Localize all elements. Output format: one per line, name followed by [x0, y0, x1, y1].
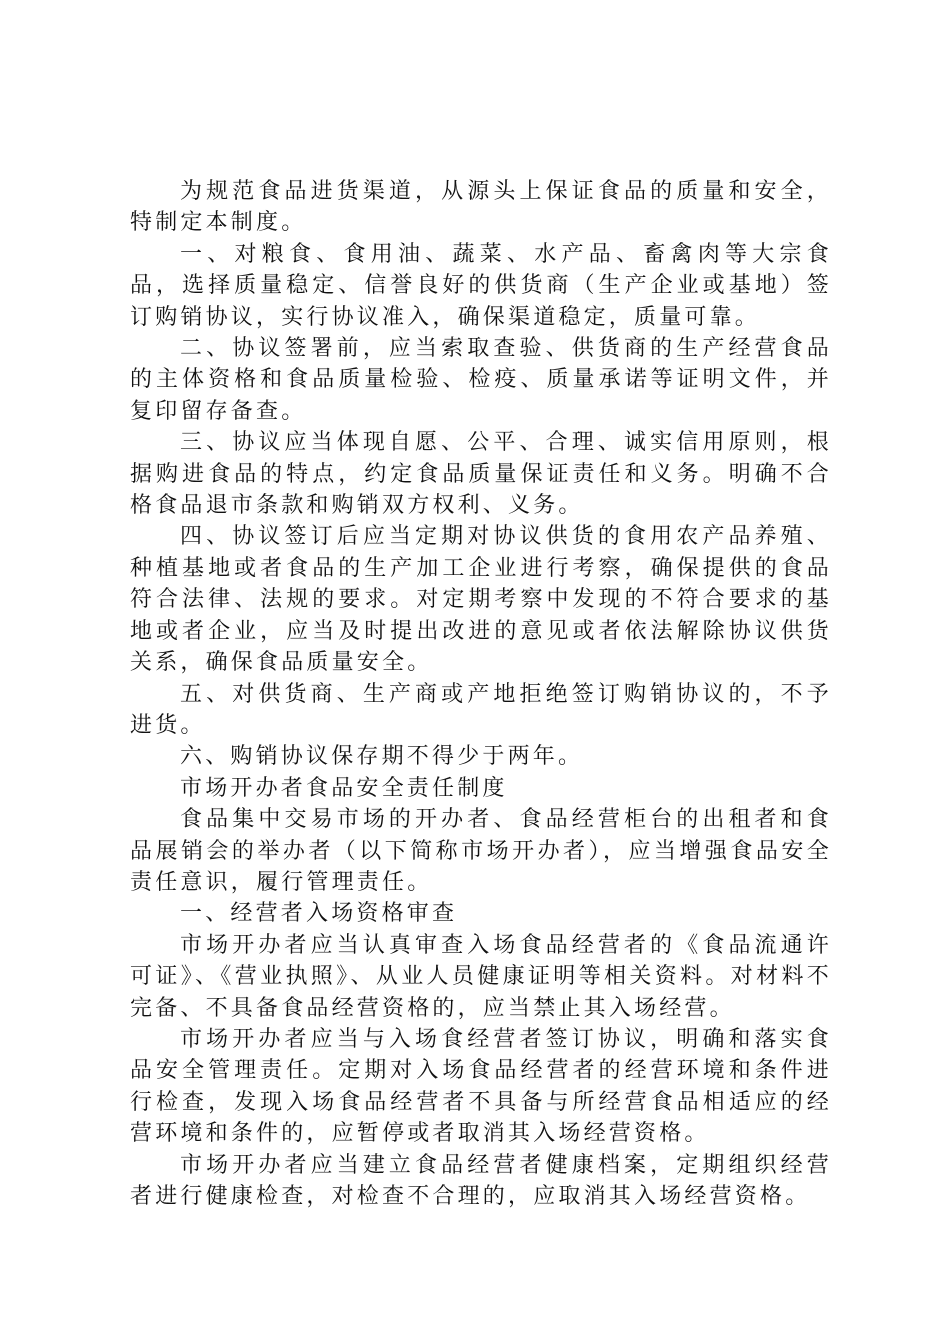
- clause-5-paragraph: 五、对供货商、生产商或产地拒绝签订购销协议的，不予进货。: [130, 681, 832, 738]
- clause-4-paragraph: 四、协议签订后应当定期对协议供货的食用农产品养殖、种植基地或者食品的生产加工企业进行考察，确保提供的食品符合法律、法规的要求。对定期考察中发现的不符合要求的基地或者企业，应当及时提出改进的意见或者依法解除协议供货关系，确保食品质量安全。: [130, 524, 832, 676]
- clause-1-paragraph: 一、对粮食、食用油、蔬菜、水产品、畜禽肉等大宗食品，选择质量稳定、信誉良好的供货商（生产企业或基地）签订购销协议，实行协议准入，确保渠道稳定，质量可靠。: [130, 241, 832, 330]
- clause-6-paragraph: 六、购销协议保存期不得少于两年。: [180, 744, 584, 770]
- section-heading: 市场开办者食品安全责任制度: [180, 775, 508, 801]
- clause-3-paragraph: 三、协议应当体现自愿、公平、合理、诚实信用原则，根据购进食品的特点，约定食品质量保证责任和义务。明确不合格食品退市条款和购销双方权利、义务。: [130, 430, 832, 519]
- document-body: [130, 176, 832, 1212]
- clause-2-paragraph: 二、协议签署前，应当索取查验、供货商的生产经营食品的主体资格和食品质量检验、检疫、质量承诺等证明文件，并复印留存备查。: [130, 336, 832, 424]
- intro-paragraph: 为规范食品进货渠道，从源头上保证食品的质量和安全，特制定本制度。: [130, 179, 832, 236]
- health-records-paragraph: 市场开办者应当建立食品经营者健康档案，定期组织经营者进行健康检查，对检查不合理的，应取消其入场经营资格。: [130, 1152, 832, 1209]
- agreement-paragraph: 市场开办者应当与入场食经营者签订协议，明确和落实食品安全管理责任。定期对入场食品经营者的经营环境和条件进行检查，发现入场食品经营者不具备与所经营食品相适应的经营环境和条件的，应暂停或者取消其入场经营资格。: [130, 1026, 832, 1147]
- section-intro-paragraph: 食品集中交易市场的开办者、食品经营柜台的出租者和食品展销会的举办者（以下简称市场开办者），应当增强食品安全责任意识，履行管理责任。: [130, 807, 832, 895]
- subsection-heading: 一、经营者入场资格审查: [180, 901, 458, 927]
- qualification-review-paragraph: 市场开办者应当认真审查入场食品经营者的《食品流通许可证》、《营业执照》、从业人员健康证明等相关资料。对材料不完备、不具备食品经营资格的，应当禁止其入场经营。: [130, 932, 832, 1021]
